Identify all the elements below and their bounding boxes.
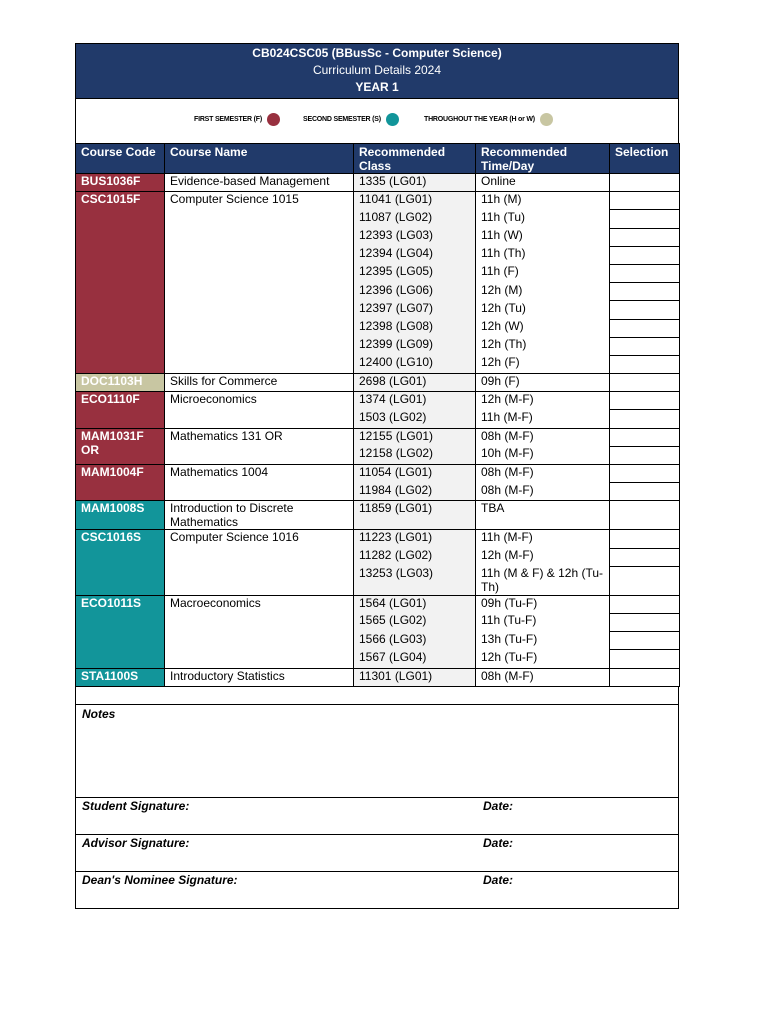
legend-label: SECOND SEMESTER (S) — [303, 116, 381, 123]
recommended-class: 13253 (LG03) — [354, 566, 476, 595]
recommended-time: 08h (M-F) — [476, 483, 610, 501]
second-semester-dot-icon — [386, 113, 399, 126]
selection-cell[interactable] — [610, 210, 680, 228]
recommended-time: 12h (M-F) — [476, 392, 610, 410]
recommended-time: 11h (M-F) — [476, 530, 610, 548]
recommended-class: 12400 (LG10) — [354, 355, 476, 373]
recommended-time: 12h (M) — [476, 283, 610, 301]
recommended-time: 09h (F) — [476, 374, 610, 392]
legend-label: THROUGHOUT THE YEAR (H or W) — [424, 116, 535, 123]
recommended-class: 12398 (LG08) — [354, 319, 476, 337]
document-header — [75, 43, 679, 99]
recommended-time: 12h (Tu) — [476, 301, 610, 319]
recommended-class: 11282 (LG02) — [354, 548, 476, 566]
recommended-time: 11h (F) — [476, 264, 610, 282]
notes-section[interactable] — [75, 705, 679, 798]
selection-cell[interactable] — [610, 355, 680, 373]
recommended-class: 12396 (LG06) — [354, 283, 476, 301]
recommended-class: 12397 (LG07) — [354, 301, 476, 319]
recommended-time: 08h (M-F) — [476, 428, 610, 446]
recommended-class: 1374 (LG01) — [354, 392, 476, 410]
recommended-time: 11h (M-F) — [476, 410, 610, 428]
course-code: BUS1036F — [76, 174, 165, 192]
recommended-time: 12h (Tu-F) — [476, 650, 610, 668]
date-label: Date: — [483, 798, 514, 813]
curriculum-subtitle: Curriculum Details 2024 — [312, 63, 442, 77]
selection-cell[interactable] — [610, 337, 680, 355]
course-code: MAM1031F OR — [76, 428, 165, 464]
recommended-time: 10h (M-F) — [476, 446, 610, 464]
year-label: YEAR 1 — [355, 80, 399, 94]
course-name: Computer Science 1015 — [165, 192, 354, 374]
course-row — [76, 465, 680, 483]
recommended-time: 12h (M-F) — [476, 548, 610, 566]
date-label: Date: — [483, 872, 514, 887]
course-name: Introductory Statistics — [165, 668, 354, 686]
recommended-class: 12394 (LG04) — [354, 246, 476, 264]
selection-cell[interactable] — [610, 283, 680, 301]
recommended-class: 11087 (LG02) — [354, 210, 476, 228]
recommended-class: 11223 (LG01) — [354, 530, 476, 548]
first-semester-dot-icon — [267, 113, 280, 126]
legend-throughout-year — [424, 113, 553, 126]
recommended-time: 08h (M-F) — [476, 465, 610, 483]
course-table — [75, 143, 680, 687]
column-header-course-name: Course Name — [165, 144, 354, 174]
spacer-row — [75, 687, 679, 705]
selection-cell[interactable] — [610, 428, 680, 446]
selection-cell[interactable] — [610, 264, 680, 282]
selection-cell[interactable] — [610, 566, 680, 595]
student-signature-row[interactable] — [75, 798, 679, 835]
legend-label: FIRST SEMESTER (F) — [194, 116, 262, 123]
course-name: Mathematics 1004 — [165, 465, 354, 501]
selection-cell[interactable] — [610, 632, 680, 650]
selection-cell[interactable] — [610, 595, 680, 613]
signature-label: Advisor Signature: — [82, 835, 190, 850]
recommended-time: 11h (M) — [476, 192, 610, 210]
course-row — [76, 530, 680, 548]
selection-cell[interactable] — [610, 374, 680, 392]
recommended-time: Online — [476, 174, 610, 192]
course-row — [76, 428, 680, 446]
column-header-recommended-time: Recommended Time/Day — [476, 144, 610, 174]
selection-cell[interactable] — [610, 483, 680, 501]
selection-cell[interactable] — [610, 530, 680, 548]
course-code: DOC1103H — [76, 374, 165, 392]
recommended-class: 1566 (LG03) — [354, 632, 476, 650]
notes-label: Notes — [82, 706, 116, 721]
recommended-time: 12h (Th) — [476, 337, 610, 355]
course-code: CSC1015F — [76, 192, 165, 374]
advisor-signature-row[interactable] — [75, 835, 679, 872]
course-name: Computer Science 1016 — [165, 530, 354, 595]
recommended-time: 11h (Tu) — [476, 210, 610, 228]
recommended-time: 08h (M-F) — [476, 668, 610, 686]
recommended-class: 12393 (LG03) — [354, 228, 476, 246]
recommended-time: TBA — [476, 501, 610, 530]
selection-cell[interactable] — [610, 192, 680, 210]
signature-label: Dean's Nominee Signature: — [82, 872, 238, 887]
selection-cell[interactable] — [610, 392, 680, 410]
recommended-class: 12395 (LG05) — [354, 264, 476, 282]
recommended-class: 1565 (LG02) — [354, 613, 476, 631]
selection-cell[interactable] — [610, 246, 680, 264]
selection-cell[interactable] — [610, 613, 680, 631]
selection-cell[interactable] — [610, 174, 680, 192]
selection-cell[interactable] — [610, 446, 680, 464]
recommended-class: 12158 (LG02) — [354, 446, 476, 464]
course-row — [76, 374, 680, 392]
selection-cell[interactable] — [610, 548, 680, 566]
recommended-time: 13h (Tu-F) — [476, 632, 610, 650]
recommended-time: 11h (Tu-F) — [476, 613, 610, 631]
course-code: MAM1004F — [76, 465, 165, 501]
course-table-body — [76, 174, 680, 687]
course-row — [76, 595, 680, 613]
column-header-selection: Selection — [610, 144, 680, 174]
recommended-class: 11301 (LG01) — [354, 668, 476, 686]
selection-cell[interactable] — [610, 301, 680, 319]
selection-cell[interactable] — [610, 465, 680, 483]
course-row — [76, 668, 680, 686]
course-code: MAM1008S — [76, 501, 165, 530]
column-header-recommended-class: Recommended Class — [354, 144, 476, 174]
recommended-class: 11984 (LG02) — [354, 483, 476, 501]
throughout-year-dot-icon — [540, 113, 553, 126]
recommended-time: 11h (M & F) & 12h (Tu-Th) — [476, 566, 610, 595]
curriculum-document — [75, 43, 679, 909]
recommended-class: 1564 (LG01) — [354, 595, 476, 613]
recommended-class: 11054 (LG01) — [354, 465, 476, 483]
recommended-time: 09h (Tu-F) — [476, 595, 610, 613]
course-name: Evidence-based Management — [165, 174, 354, 192]
semester-legend — [75, 99, 679, 143]
selection-cell[interactable] — [610, 319, 680, 337]
legend-second-semester — [303, 113, 399, 126]
column-header-course-code: Course Code — [76, 144, 165, 174]
selection-cell[interactable] — [610, 668, 680, 686]
course-row — [76, 174, 680, 192]
recommended-class: 12155 (LG01) — [354, 428, 476, 446]
selection-cell[interactable] — [610, 501, 680, 530]
selection-cell[interactable] — [610, 228, 680, 246]
recommended-time: 12h (W) — [476, 319, 610, 337]
table-header-row — [76, 144, 680, 174]
course-code: ECO1110F — [76, 392, 165, 428]
signature-label: Student Signature: — [82, 798, 190, 813]
course-code: STA1100S — [76, 668, 165, 686]
course-code: CSC1016S — [76, 530, 165, 595]
recommended-time: 11h (W) — [476, 228, 610, 246]
recommended-class: 1567 (LG04) — [354, 650, 476, 668]
recommended-class: 2698 (LG01) — [354, 374, 476, 392]
legend-first-semester — [194, 113, 280, 126]
course-row — [76, 392, 680, 410]
selection-cell[interactable] — [610, 410, 680, 428]
recommended-time: 12h (F) — [476, 355, 610, 373]
recommended-class: 12399 (LG09) — [354, 337, 476, 355]
course-name: Microeconomics — [165, 392, 354, 428]
course-row — [76, 501, 680, 530]
program-title: CB024CSC05 (BBusSc - Computer Science) — [252, 46, 502, 60]
course-name: Skills for Commerce — [165, 374, 354, 392]
course-row — [76, 192, 680, 210]
recommended-time: 11h (Th) — [476, 246, 610, 264]
recommended-class: 11041 (LG01) — [354, 192, 476, 210]
course-code: ECO1011S — [76, 595, 165, 668]
date-label: Date: — [483, 835, 514, 850]
selection-cell[interactable] — [610, 650, 680, 668]
recommended-class: 11859 (LG01) — [354, 501, 476, 530]
course-name: Mathematics 131 OR — [165, 428, 354, 464]
recommended-class: 1503 (LG02) — [354, 410, 476, 428]
dean-signature-row[interactable] — [75, 872, 679, 909]
course-name: Introduction to Discrete Mathematics — [165, 501, 354, 530]
course-name: Macroeconomics — [165, 595, 354, 668]
recommended-class: 1335 (LG01) — [354, 174, 476, 192]
